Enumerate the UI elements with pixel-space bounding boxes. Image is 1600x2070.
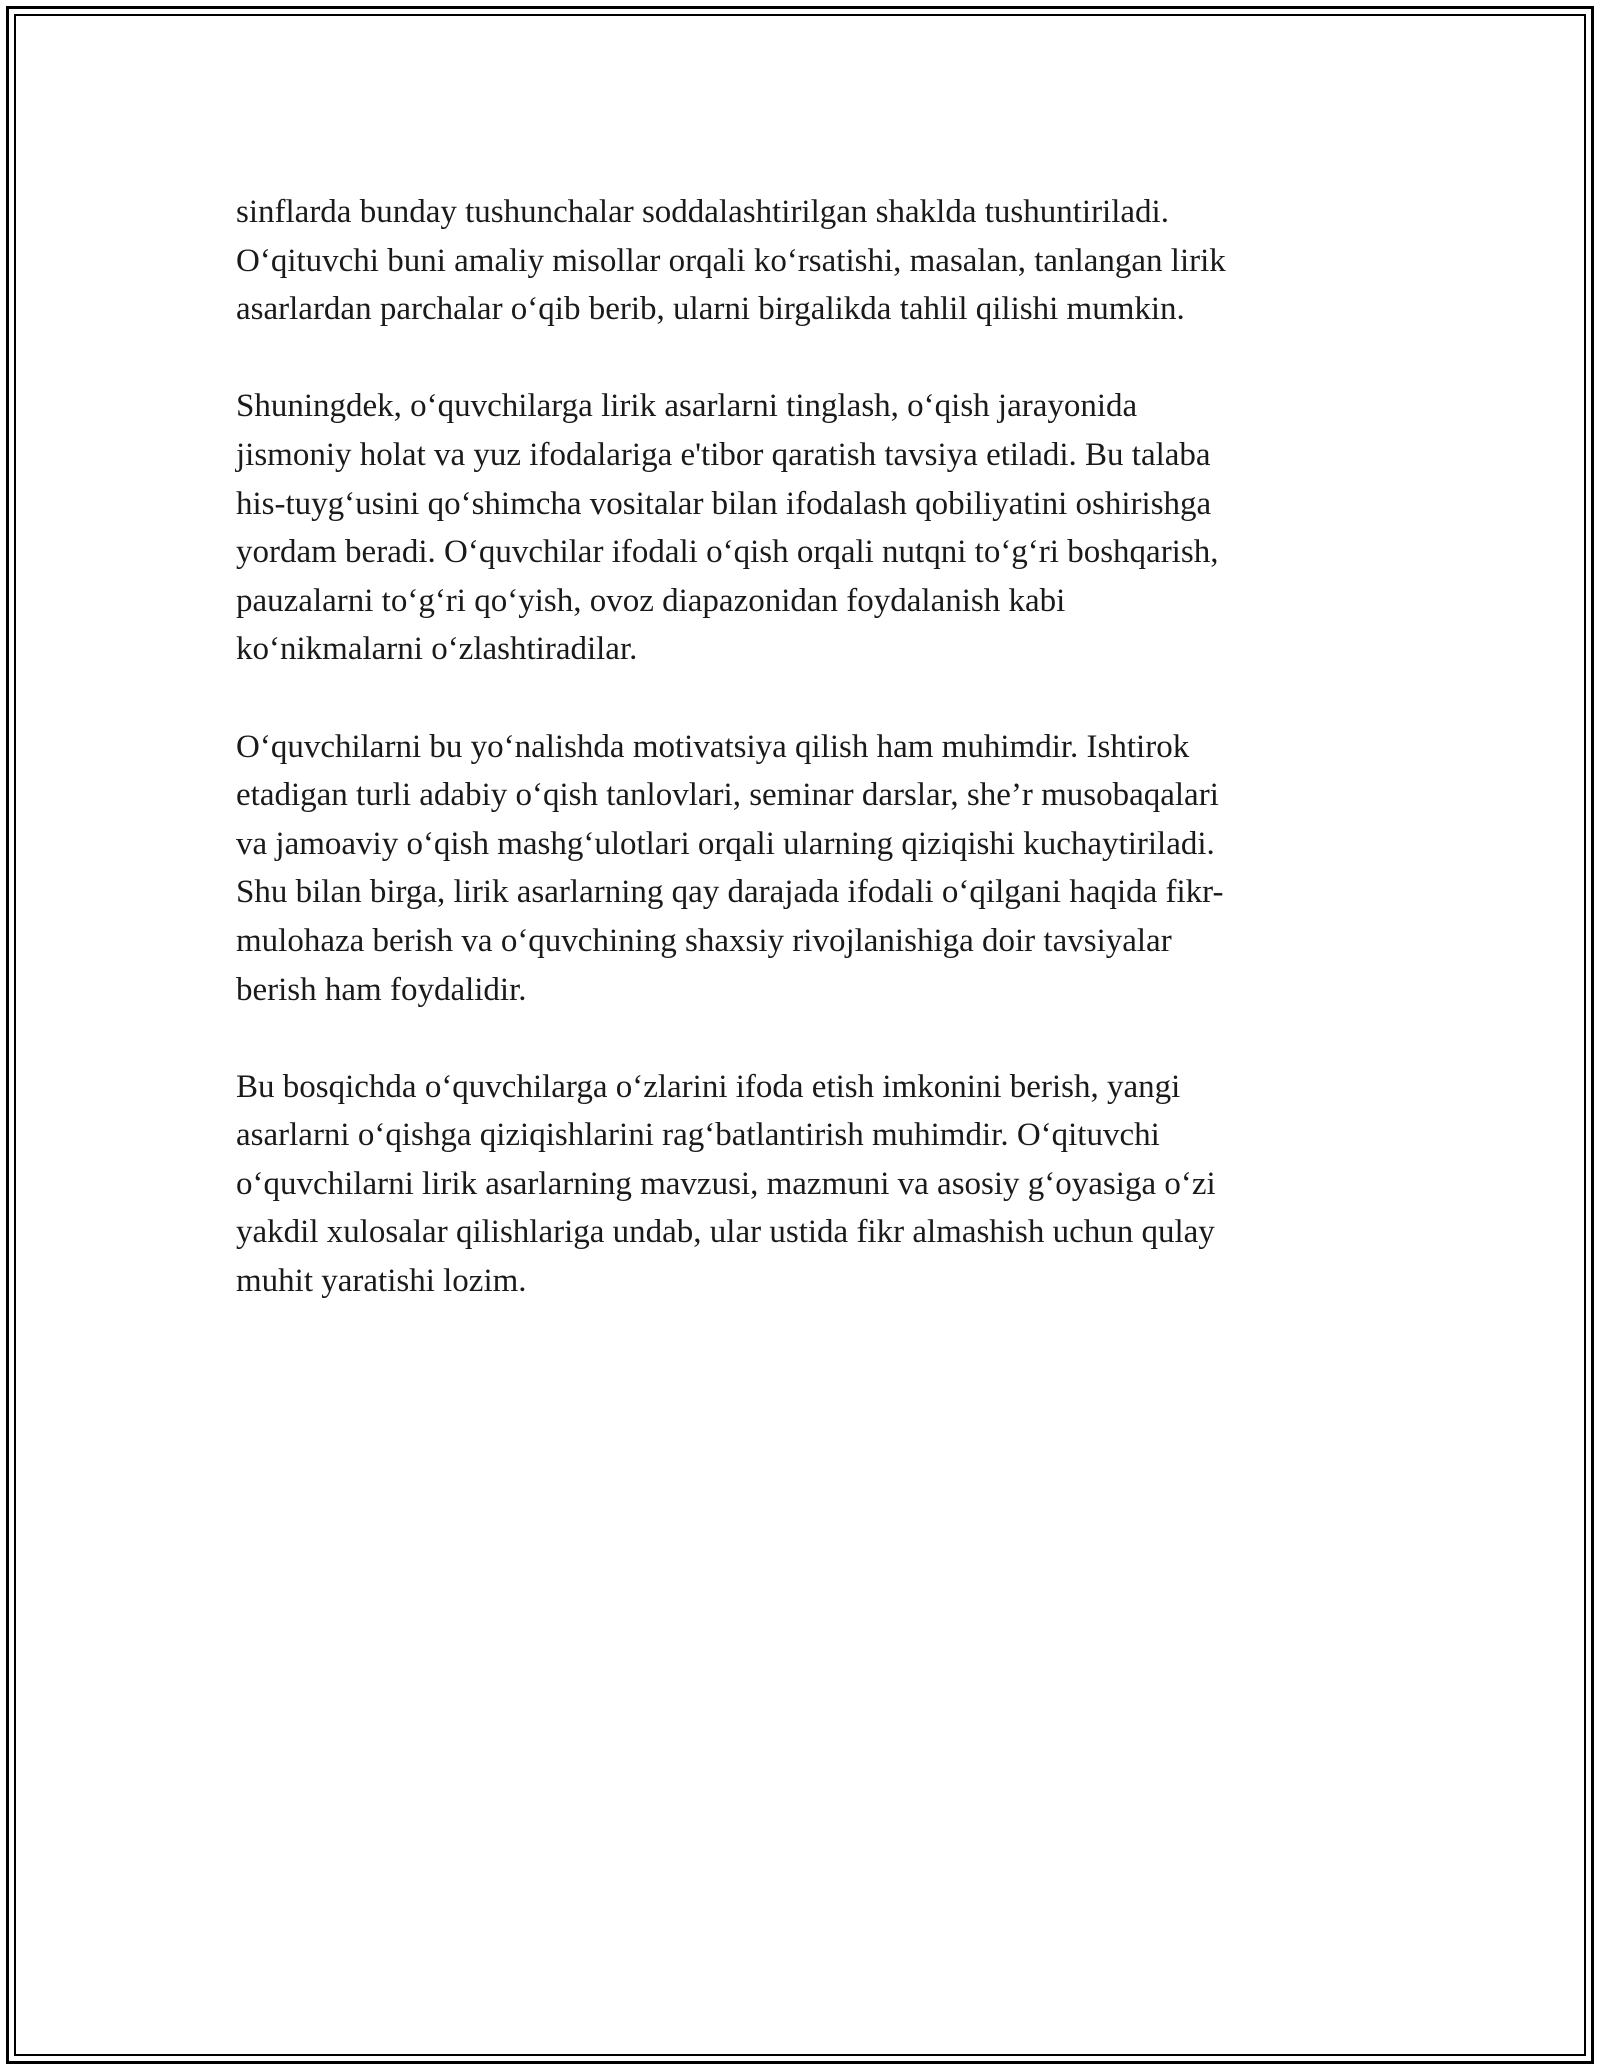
paragraph-2 <box>236 382 1396 674</box>
text-line: pauzalarni toʻgʻri qoʻyish, ovoz diapazonidan foydalanish kabi <box>236 582 1066 619</box>
text-line: asarlardan parchalar oʻqib berib, ularni birgalikda tahlil qilishi mumkin. <box>236 291 1185 328</box>
text-line: Shuningdek, oʻquvchilarga lirik asarlarni tinglash, oʻqish jarayonida <box>236 388 1138 425</box>
text-line: his-tuygʻusini qoʻshimcha vositalar bilan ifodalash qobiliyatini oshirishga <box>236 485 1212 522</box>
text-line: mulohaza berish va oʻquvchining shaxsiy rivojlanishiga doir tavsiyalar <box>236 922 1172 959</box>
text-line: yordam beradi. Oʻquvchilar ifodali oʻqish orqali nutqni toʻgʻri boshqarish, <box>236 534 1219 571</box>
text-line: va jamoaviy oʻqish mashgʻulotlari orqali ularning qiziqishi kuchaytiriladi. <box>236 825 1215 862</box>
text-line: yakdil xulosalar qilishlariga undab, ular ustida fikr almashish uchun qulay <box>236 1214 1215 1251</box>
text-line: koʻnikmalarni oʻzlashtiradilar. <box>236 631 638 668</box>
text-line: Oʻquvchilarni bu yoʻnalishda motivatsiya qilish ham muhimdir. Ishtirok <box>236 728 1190 765</box>
text-line: muhit yaratishi lozim. <box>236 1263 527 1300</box>
document-body <box>236 188 1396 1354</box>
text-line: asarlarni oʻqishga qiziqishlarini ragʻbatlantirish muhimdir. Oʻqituvchi <box>236 1117 1160 1154</box>
paragraph-1 <box>236 188 1396 334</box>
text-line: Shu bilan birga, lirik asarlarning qay darajada ifodali oʻqilgani haqida fikr- <box>236 874 1224 911</box>
text-line: jismoniy holat va yuz ifodalariga e'tibor qaratish tavsiya etiladi. Bu talaba <box>236 436 1211 473</box>
text-line: Bu bosqichda oʻquvchilarga oʻzlarini ifoda etish imkonini berish, yangi <box>236 1068 1181 1105</box>
text-line: oʻquvchilarni lirik asarlarning mavzusi, mazmuni va asosiy gʻoyasiga oʻzi <box>236 1165 1216 1202</box>
paragraph-4 <box>236 1063 1396 1306</box>
text-line: etadigan turli adabiy oʻqish tanlovlari, seminar darslar, she’r musobaqalari <box>236 777 1219 814</box>
text-line: sinflarda bunday tushunchalar soddalashtirilgan shaklda tushuntiriladi. <box>236 194 1169 230</box>
text-line: Oʻqituvchi buni amaliy misollar orqali koʻrsatishi, masalan, tanlangan lirik <box>236 242 1226 279</box>
paragraph-3 <box>236 723 1396 1015</box>
text-line: berish ham foydalidir. <box>236 971 527 1008</box>
